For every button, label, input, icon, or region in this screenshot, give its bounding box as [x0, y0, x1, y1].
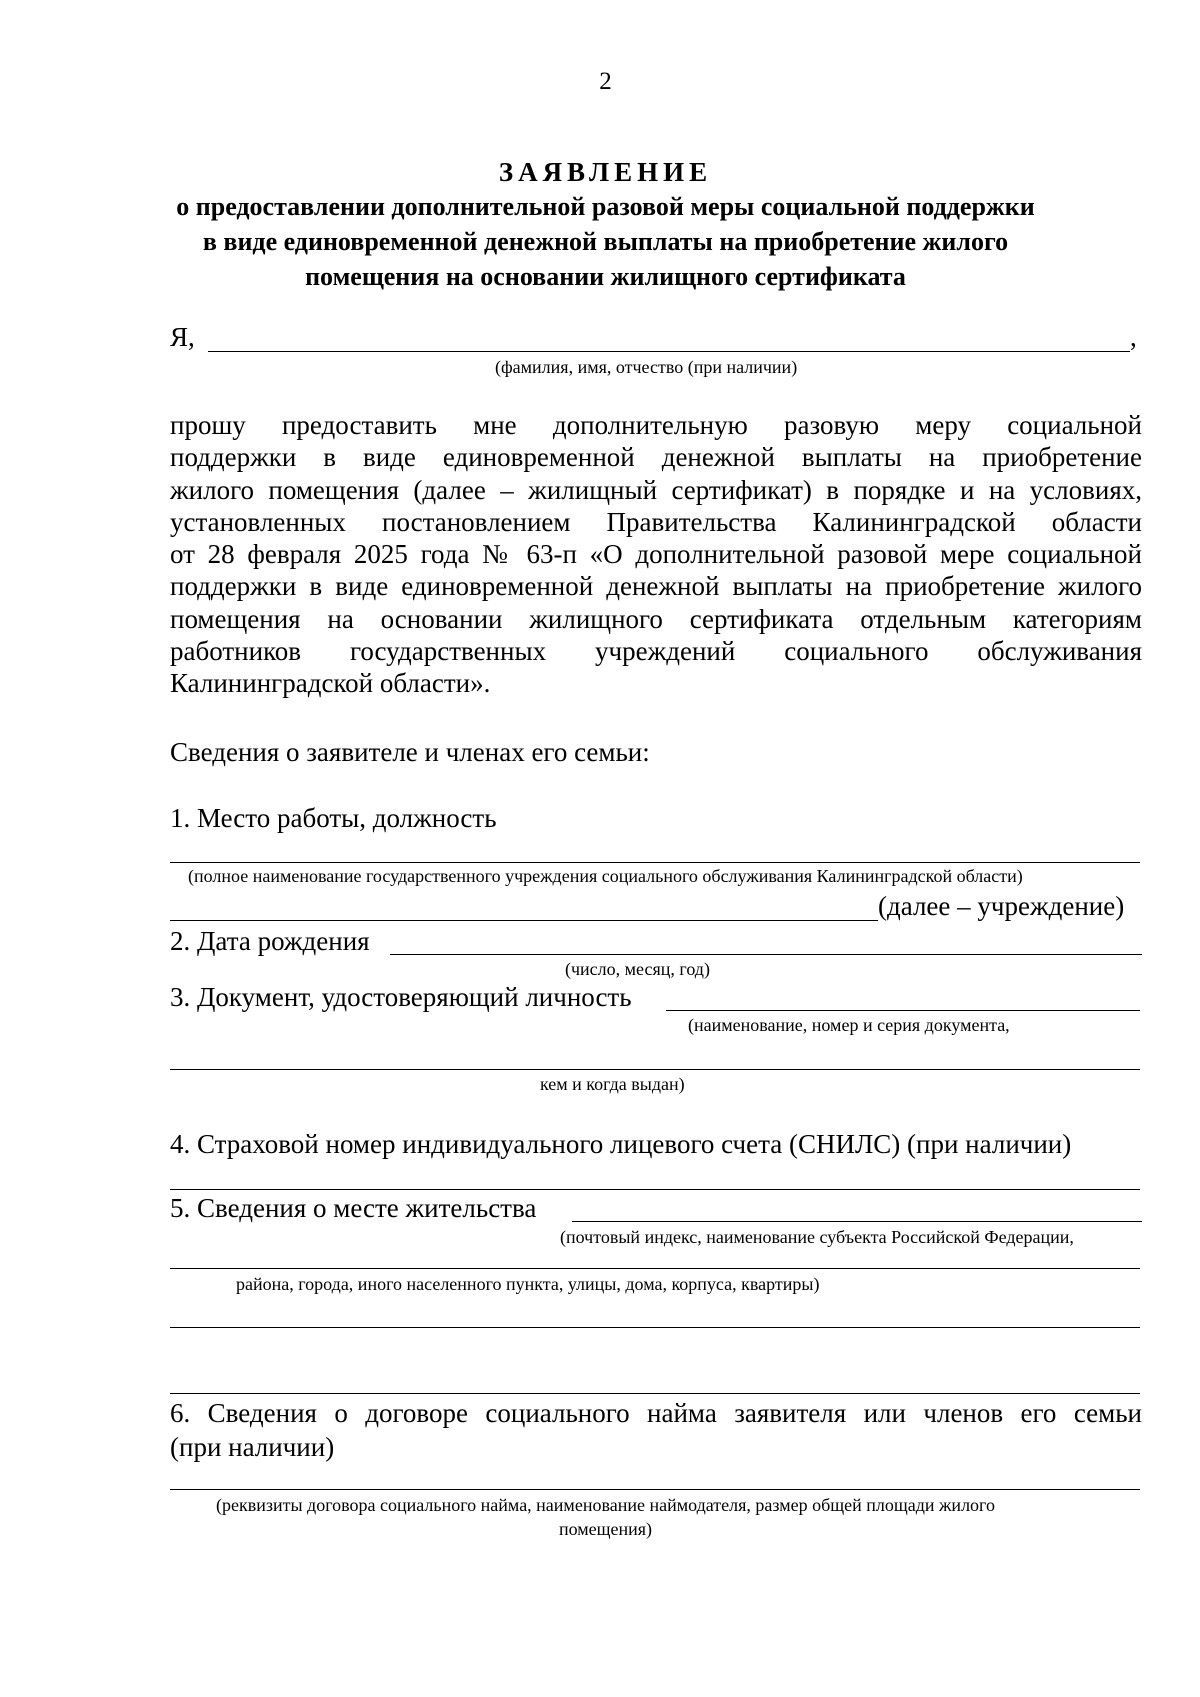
subtitle-line: в виде единовременной денежной выплаты на приобретение жилого — [202, 227, 1009, 256]
document-title: ЗАЯВЛЕНИЕ — [498, 157, 713, 187]
item4-label: 4. Страховой номер индивидуального лицевого счета (СНИЛС) (при наличии) — [170, 1129, 1072, 1159]
paragraph-line: работников государственных учреждений социального обслуживания — [170, 636, 1142, 667]
residence-field-2[interactable] — [170, 1268, 1140, 1269]
birth-date-field[interactable] — [390, 954, 1142, 955]
residence-field-4[interactable] — [170, 1393, 1140, 1394]
item6-label-line1: 6. Сведения о договоре социального найма заявителя или членов его семьи — [170, 1398, 1142, 1428]
identity-document-hint-2: кем и когда выдан) — [540, 1074, 685, 1094]
workplace-field-2[interactable] — [170, 920, 878, 921]
paragraph-line: от 28 февраля 2025 года № 63-п «О дополнительной разовой мере социальной — [170, 539, 1142, 570]
identity-document-field[interactable] — [666, 1010, 1140, 1011]
workplace-hint: (полное наименование государственного учреждения социального обслуживания Калининградской области) — [188, 866, 1023, 886]
item2-label: 2. Дата рождения — [170, 926, 370, 956]
paragraph-line: поддержки в виде единовременной денежной выплаты на приобретение жилого — [170, 571, 1142, 602]
subtitle-line: помещения на основании жилищного сертификата — [305, 262, 906, 291]
paragraph-line: жилого помещения (далее – жилищный сертификат) в порядке и на условиях, — [170, 474, 1142, 505]
paragraph-line: Калининградской области». — [170, 668, 491, 699]
residence-hint-2: района, города, иного населенного пункта, улицы, дома, корпуса, квартиры) — [236, 1274, 820, 1294]
applicant-suffix: , — [1130, 322, 1137, 352]
residence-hint: (почтовый индекс, наименование субъекта Российской Федерации, — [560, 1227, 1074, 1247]
paragraph-line: помещения на основании жилищного сертификата отдельным категориям — [170, 603, 1142, 634]
snils-field[interactable] — [170, 1189, 1140, 1190]
birth-date-hint: (число, месяц, год) — [565, 959, 710, 979]
item5-label: 5. Сведения о месте жительства — [170, 1193, 537, 1223]
social-rent-field[interactable] — [170, 1489, 1140, 1490]
identity-document-field-2[interactable] — [170, 1069, 1140, 1070]
paragraph-line: поддержки в виде единовременной денежной выплаты на приобретение — [170, 442, 1142, 473]
workplace-suffix: (далее – учреждение) — [878, 891, 1125, 921]
applicant-name-hint: (фамилия, имя, отчество (при наличии) — [495, 357, 798, 377]
workplace-field[interactable] — [170, 862, 1140, 863]
paragraph-line: прошу предоставить мне дополнительную разовую меру социальной — [170, 410, 1142, 440]
document-subtitle — [150, 189, 1061, 294]
applicant-prefix: Я, — [170, 322, 195, 352]
paragraph-line: установленных постановлением Правительства Калининградской области — [170, 506, 1142, 537]
residence-field[interactable] — [572, 1221, 1142, 1222]
page-number: 2 — [599, 68, 612, 95]
request-paragraph — [170, 409, 1142, 700]
social-rent-hint-2: помещения) — [558, 1519, 653, 1539]
residence-field-3[interactable] — [170, 1327, 1140, 1328]
item6-label-line2: (при наличии) — [170, 1432, 335, 1462]
item3-label: 3. Документ, удостоверяющий личность — [170, 982, 632, 1012]
applicant-name-field[interactable] — [208, 351, 1130, 352]
section-intro: Сведения о заявителе и членах его семьи: — [170, 737, 650, 767]
identity-document-hint: (наименование, номер и серия документа, — [688, 1015, 1010, 1035]
item1-label: 1. Место работы, должность — [170, 803, 497, 833]
social-rent-hint: (реквизиты договора социального найма, наименование наймодателя, размер общей площади жилого — [215, 1495, 995, 1515]
subtitle-line: о предоставлении дополнительной разовой меры социальной поддержки — [176, 192, 1035, 221]
